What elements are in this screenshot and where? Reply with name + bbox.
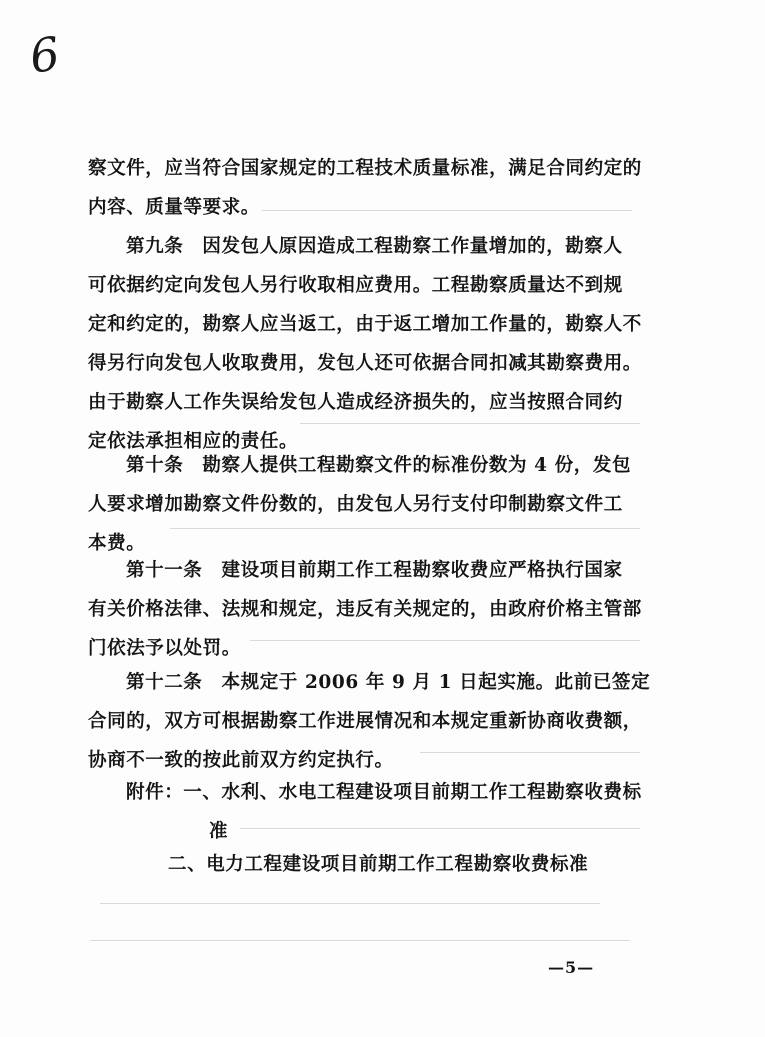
paragraph-quality-requirements	[88, 149, 648, 227]
scan-speckle	[90, 940, 630, 941]
text-line: 门依法予以处罚。	[88, 638, 241, 659]
text-line: 察文件，应当符合国家规定的工程技术质量标准，满足合同约定的	[88, 158, 642, 179]
text-line: 第十一条 建设项目前期工作工程勘察收费应严格执行国家	[126, 560, 623, 581]
text-line: 本费。	[88, 533, 146, 554]
text-line: 第十条 勘察人提供工程勘察文件的标准份数为 4 份，发包	[126, 455, 632, 476]
paragraph-attachments	[88, 773, 648, 851]
text-line: 二、电力工程建设项目前期工作工程勘察收费标准	[168, 854, 589, 875]
paragraph-article-12	[88, 663, 651, 780]
text-line: 定依法承担相应的责任。	[88, 431, 299, 452]
text-line: 人要求增加勘察文件份数的，由发包人另行支付印制勘察文件工	[88, 494, 623, 515]
text-line: 定和约定的，勘察人应当返工，由于返工增加工作量的，勘察人不	[88, 314, 642, 335]
page-number: —5—	[548, 958, 595, 977]
text-line: 得另行向发包人收取费用，发包人还可依据合同扣减其勘察费用。	[88, 353, 642, 374]
text-line: 内容、质量等要求。	[88, 197, 260, 218]
text-line: 有关价格法律、法规和规定，违反有关规定的，由政府价格主管部	[88, 599, 642, 620]
paragraph-article-11	[88, 551, 648, 668]
text-line: 第十二条 本规定于 2006 年 9 月 1 日起实施。此前已签定	[126, 672, 651, 693]
attachment-item-2	[168, 845, 648, 884]
paragraph-article-9	[88, 227, 648, 461]
handwritten-page-mark: 6	[26, 26, 63, 84]
text-line: 可依据约定向发包人另行收取相应费用。工程勘察质量达不到规	[88, 275, 623, 296]
text-line: 协商不一致的按此前双方约定执行。	[88, 750, 394, 771]
text-line: 由于勘察人工作失误给发包人造成经济损失的，应当按照合同约	[88, 392, 623, 413]
text-line: 第九条 因发包人原因造成工程勘察工作量增加的，勘察人	[126, 236, 623, 257]
scan-speckle	[100, 903, 600, 904]
text-line: 准	[209, 821, 229, 842]
text-line: 合同的，双方可根据勘察工作进展情况和本规定重新协商收费额，	[88, 711, 642, 732]
attachment-item-1: 附件：一、水利、水电工程建设项目前期工作工程勘察收费标	[126, 782, 642, 803]
paragraph-article-10	[88, 446, 648, 563]
